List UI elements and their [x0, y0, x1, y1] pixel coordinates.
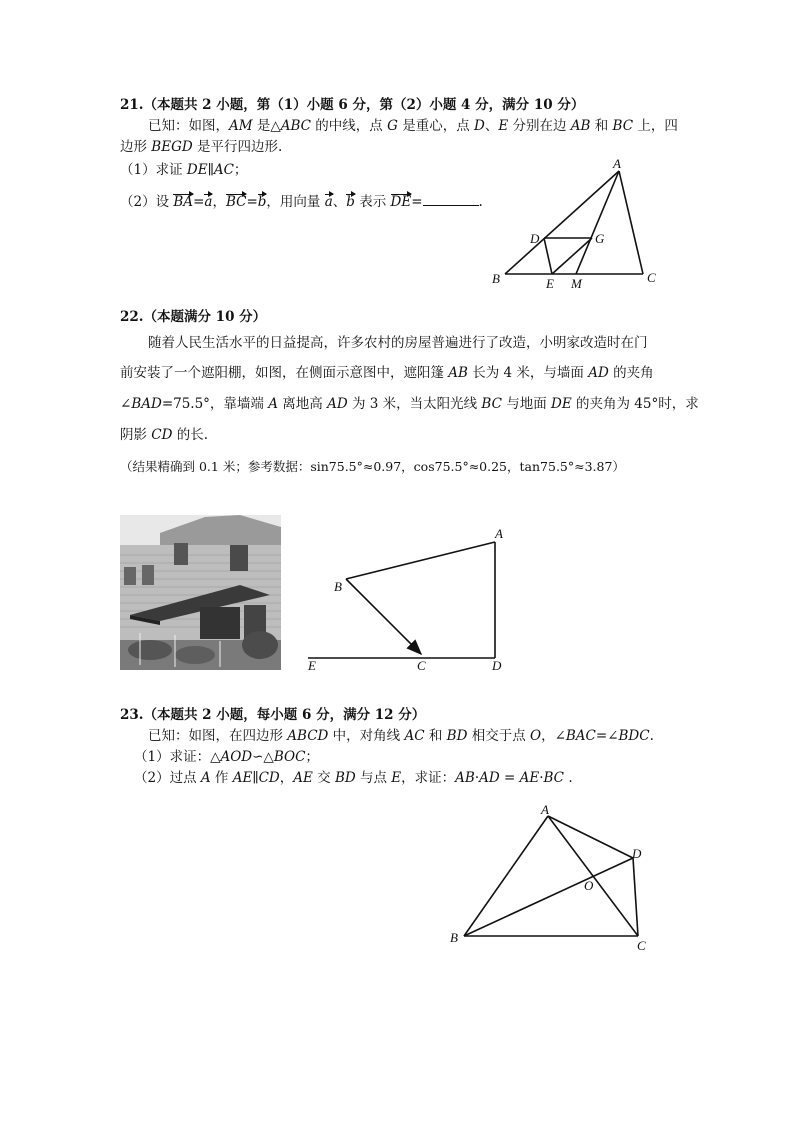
label-o: O [584, 878, 594, 893]
house-awning-photo [120, 515, 281, 670]
segment-ab [346, 542, 495, 579]
label-m: M [571, 276, 582, 291]
label-g: G [595, 231, 605, 246]
segment-ge [552, 238, 592, 274]
q23-header: 23.（本题共 2 小题，每小题 6 分，满分 12 分） [120, 707, 426, 723]
label-e: E [546, 276, 554, 291]
q23-subquestion-1: （1）求证：△AOD∽△BOC； [134, 749, 319, 765]
label-c: C [647, 270, 656, 285]
q21-paragraph-line1: 已知：如图，AM 是△ABC 的中线，点 G 是重心，点 D、E 分别在边 AB 和 BC 上，四 [148, 118, 678, 134]
q21-subquestion-2: （2）设 BA=a，BC=b，用向量 a、b 表示 DE= . [120, 194, 483, 210]
label-d: D [492, 658, 502, 673]
segment-ac [619, 171, 643, 274]
q21-triangle-figure [480, 150, 680, 295]
label-c: C [417, 658, 426, 673]
label-a: A [495, 526, 503, 541]
segment-ab [505, 171, 619, 274]
segment-am [576, 171, 619, 274]
q22-header: 22.（本题满分 10 分） [120, 309, 267, 325]
answer-blank[interactable] [423, 192, 479, 206]
vector-b-2: b [346, 194, 355, 210]
q22-line4: 阴影 CD 的长. [120, 427, 209, 443]
q22-note: （结果精确到 0.1 米；参考数据：sin75.5°≈0.97，cos75.5°≈0.25，tan75.5°≈3.87） [120, 459, 625, 474]
label-d: D [632, 846, 642, 861]
q23-subquestion-2: （2）过点 A 作 AE∥CD，AE 交 BD 与点 E，求证：AB·AD = AE·BC . [134, 770, 573, 786]
sunlight-ray-bc [346, 579, 421, 654]
vector-b: b [257, 194, 267, 210]
label-a: A [541, 802, 549, 817]
label-e: E [308, 658, 316, 673]
q22-line2: 前安装了一个遮阳棚，如图，在侧面示意图中，遮阳篷 AB 长为 4 米，与墙面 AD 的夹角 [120, 365, 654, 381]
vector-a-2: a [324, 194, 333, 210]
segment-ab [464, 816, 548, 936]
segment-da [548, 816, 633, 858]
vector-de: DE [390, 194, 412, 210]
q22-line3: ∠BAD=75.5°，靠墙端 A 离地高 AD 为 3 米，当太阳光线 BC 与地面 DE 的夹角为 45°时，求 [120, 396, 699, 412]
diagonal-bd [464, 858, 633, 936]
vector-ba: BA [173, 194, 194, 210]
label-d: D [530, 231, 540, 246]
q23-quadrilateral-figure [440, 798, 670, 958]
label-b: B [492, 271, 500, 286]
label-b: B [450, 930, 458, 945]
label-c: C [637, 938, 646, 953]
q22-line1: 随着人民生活水平的日益提高，许多农村的房屋普遍进行了改造，小明家改造时在门 [148, 335, 648, 351]
q22-awning-diagram [300, 520, 520, 680]
q21-header: 21.（本题共 2 小题，第（1）小题 6 分，第（2）小题 4 分，满分 10 分） [120, 97, 585, 113]
segment-de [544, 238, 552, 274]
vector-a: a [204, 194, 213, 210]
q21-subquestion-1: （1）求证 DE∥AC； [120, 162, 248, 178]
segment-cd [633, 858, 638, 936]
q23-paragraph: 已知：如图，在四边形 ABCD 中，对角线 AC 和 BD 相交于点 O，∠BAC=∠BDC. [148, 728, 654, 744]
q21-paragraph-line2: 边形 BEGD 是平行四边形. [120, 139, 283, 155]
label-a: A [613, 156, 621, 171]
label-b: B [334, 579, 342, 594]
vector-bc: BC [225, 194, 247, 210]
